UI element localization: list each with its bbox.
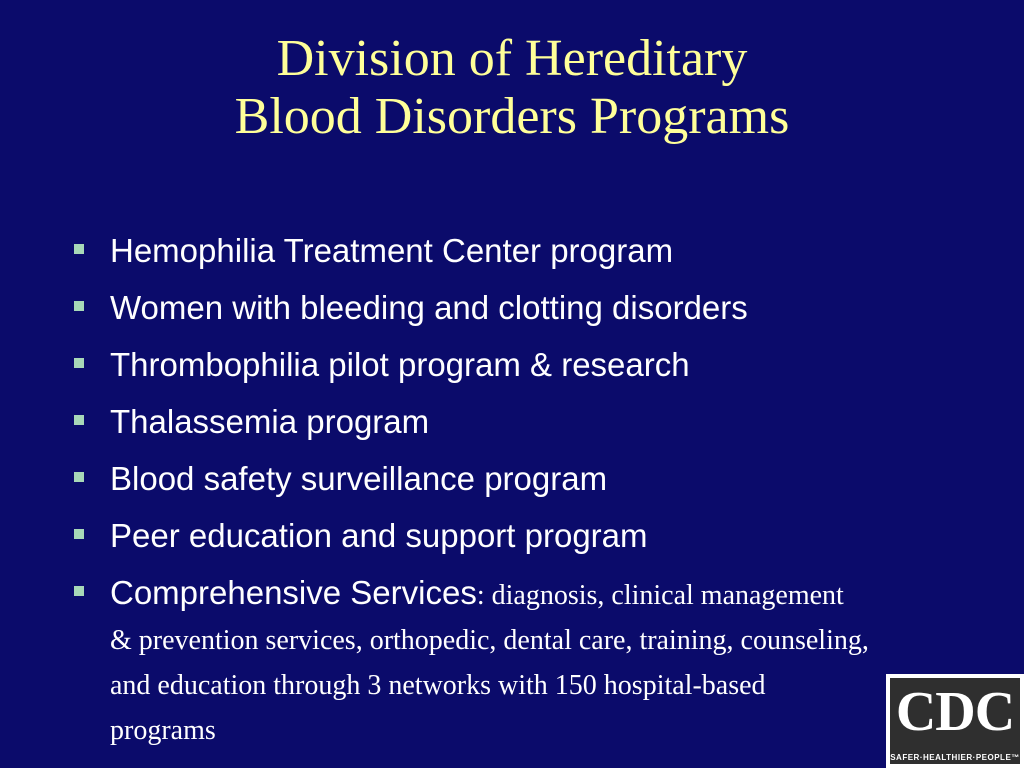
bullet-item [72, 230, 872, 271]
bullet-item [72, 287, 872, 328]
square-bullet-icon [74, 472, 84, 482]
bullet-detail-text: : diagnosis, clinical management & prevention services, orthopedic, dental care, training, counseling, and education through 3 networks with 150 hospital-based programs [110, 580, 869, 746]
bullet-list [72, 230, 872, 768]
square-bullet-icon [74, 301, 84, 311]
bullet-text: Women with bleeding and clotting disorders [110, 289, 748, 326]
cdc-logo-tagline: SAFER·HEALTHIER·PEOPLE™ [890, 753, 1020, 762]
bullet-item [72, 401, 872, 442]
cdc-logo-panel [890, 678, 1020, 764]
cdc-logo [886, 674, 1024, 768]
bullet-text: Hemophilia Treatment Center program [110, 232, 674, 269]
square-bullet-icon [74, 244, 84, 254]
slide-title [0, 30, 1024, 146]
square-bullet-icon [74, 586, 84, 596]
bullet-item [72, 515, 872, 556]
bullet-lead-text: Comprehensive Services [110, 574, 477, 611]
bullet-text: Blood safety surveillance program [110, 460, 608, 497]
bullet-item [72, 344, 872, 385]
title-line-1: Division of Hereditary [276, 30, 748, 87]
square-bullet-icon [74, 415, 84, 425]
title-line-2: Blood Disorders Programs [234, 88, 790, 145]
square-bullet-icon [74, 529, 84, 539]
bullet-text: Peer education and support program [110, 517, 648, 554]
bullet-text: Thrombophilia pilot program & research [110, 346, 690, 383]
bullet-item [72, 458, 872, 499]
square-bullet-icon [74, 358, 84, 368]
bullet-text: Thalassemia program [110, 403, 430, 440]
bullet-item-comprehensive [72, 572, 872, 752]
cdc-logo-text: CDC [895, 681, 1015, 743]
